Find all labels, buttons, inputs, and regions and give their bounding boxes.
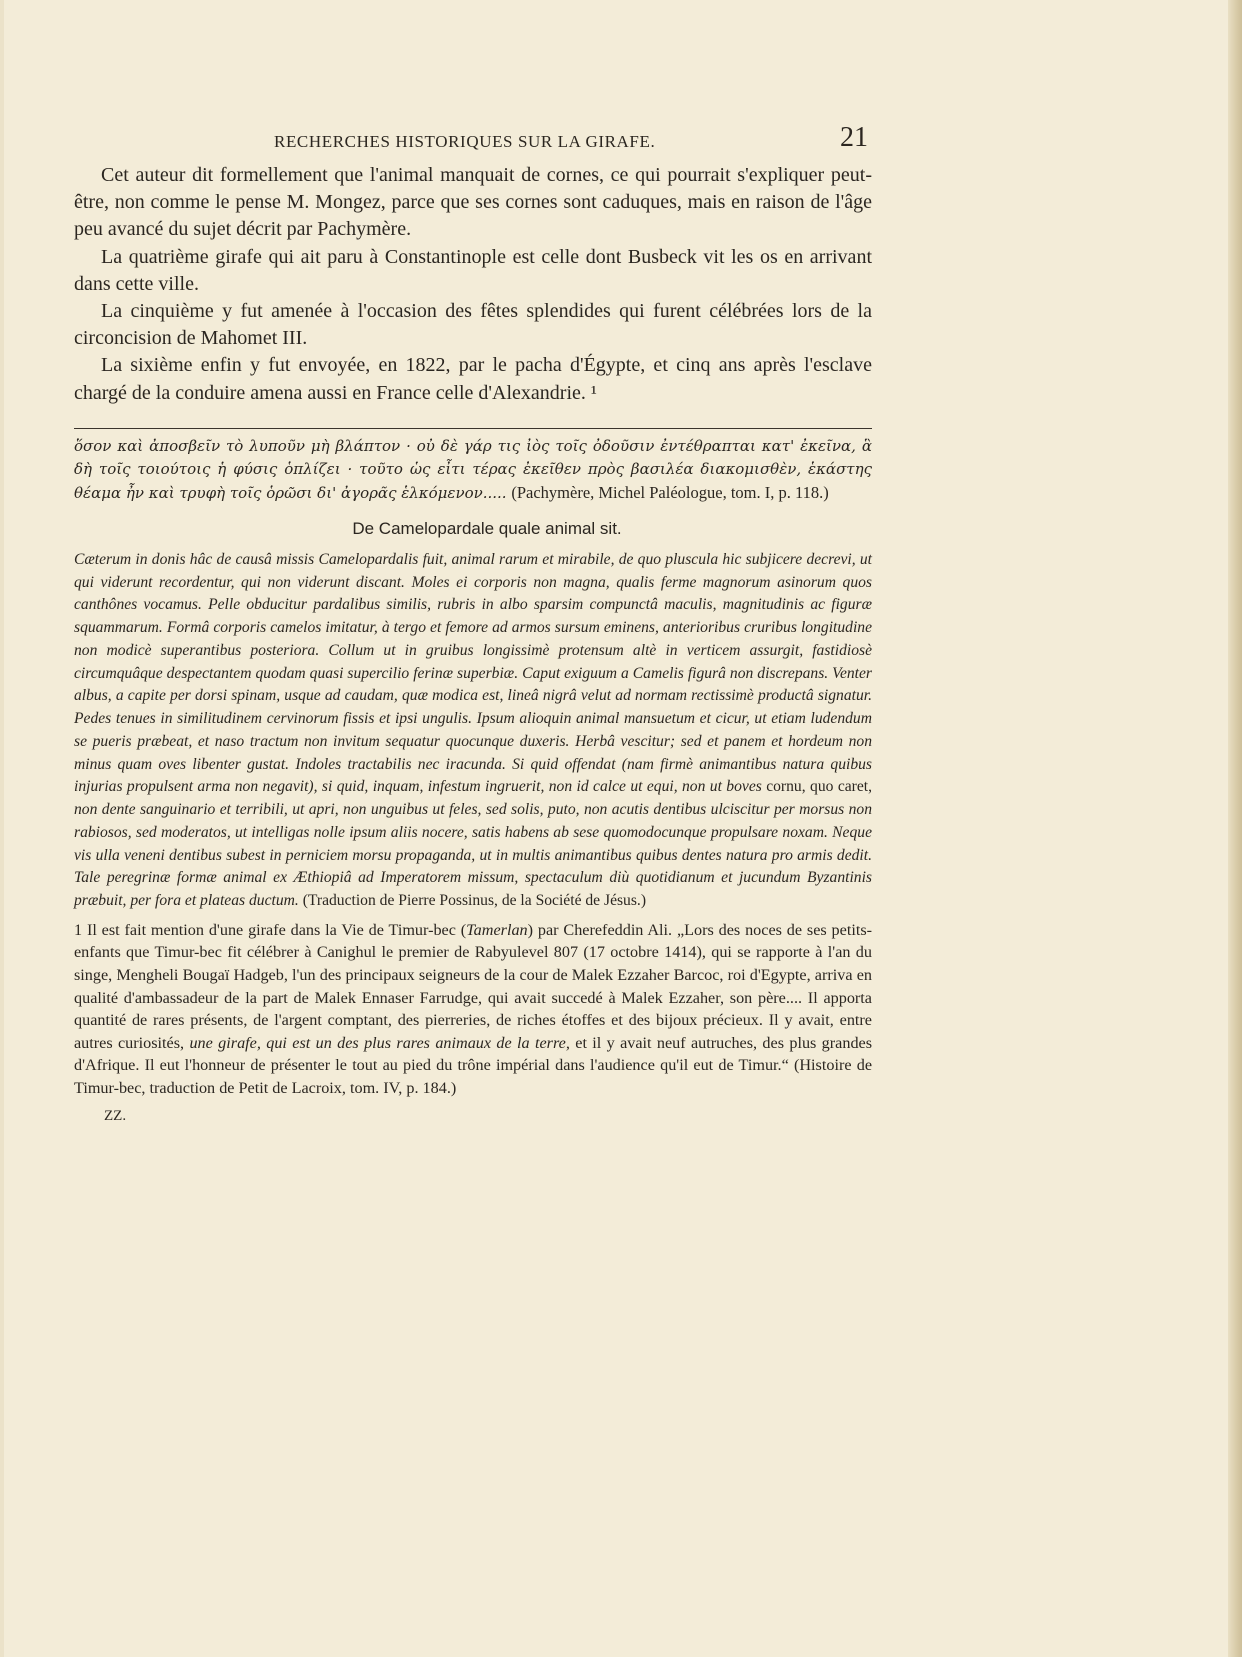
footnote-italic-phrase: une girafe, qui est un des plus rares animaux de la terre, (189, 1033, 570, 1052)
footnote-outro: et il y avait neuf autruches, des plus grandes d'Afrique. Il eut l'honneur de présenter le tout au pied du trône impérial dans l'audience qu'il eut de Timur.“ (Histoire de Timur-bec, traduction de Petit de Lacroix, tom. IV, p. 184.) (74, 1033, 873, 1097)
footnote-intro: 1 Il est fait mention d'une girafe dans la Vie de Timur-bec ( (74, 920, 467, 939)
latin-text-part-1: Cæterum in donis hâc de causâ missis Camelopardalis fuit, animal rarum et mirabile, de quo pluscula hic subjicere decrevi, ut qui viderunt recordentur, qui non viderunt discant. Moles ei corporis non magna, qualis ferme magnorum asinorum quos canthônes vocamus. Pelle obducitur pardalibus similis, rubris in albo sparsim compunctâ maculis, magnitudinis ac figuræ squammarum. Formâ corporis camelos imitatur, à tergo et femore ad armos sursum eminens, anterioribus cruribus longitudine non modicè superantibus posteriora. Collum ut in gruibus longissimè protensum altè in verticem assurgit, fastidiosè circumquâque despectantem quodam quasi supercilio ferinæ superbiæ. Caput exiguum a Camelis figurâ non discrepans. Venter albus, a capite per dorsi spinam, usque ad caudam, quæ modica est, lineâ nigrâ velut ad normam rectissimè productâ signatur. Pedes tenues in similitudinem cervinorum fissis et ipsi ungulis. Ipsum alioquin animal mansuetum et cicur, ut etiam ludendum se pueris præbeat, et naso tractum non invitum sequatur quocunque duxeris. Herbâ vescitur; sed et panem et hordeum non minus quam oves libenter gustat. Indoles tractabilis nec iracunda. Si quid offendat (nam firmè animantibus natura quibus injurias propulsent arma non negavit), si quid, inquam, infestum ingruerit, non id calce ut equi, non ut boves (74, 550, 872, 796)
greek-quote-citation: (Pachymère, Michel Paléologue, tom. I, p. 118.) (511, 482, 829, 502)
running-head (74, 122, 872, 158)
footnote-italic-title: Tamerlan (466, 920, 528, 939)
paragraph-1: Cet auteur dit formellement que l'animal manquait de cornes, ce qui pourrait s'expliquer peut-être, non comme le pense M. Mongez, parce que ses cornes sont caduques, mais en raison de l'âge peu avancé du sujet décrit par Pachymère. (74, 164, 872, 241)
paragraph-2: La quatrième girafe qui ait paru à Constantinople est celle dont Busbeck vit les os en arrivant dans cette ville. (74, 245, 872, 295)
latin-upright-word: cornu, (766, 778, 806, 796)
footnote-1 (74, 919, 872, 1100)
page-number: 21 (840, 122, 868, 153)
footnote-rule (74, 428, 872, 429)
page-right-edge (1228, 0, 1242, 1657)
paragraph-3: La cinquième y fut amenée à l'occasion des fêtes splendides qui furent célébrées lors de la circoncision de Mahomet III. (74, 300, 872, 350)
latin-text-part-2: non dente sanguinario et terribili, ut apri, non unguibus ut feles, sed solis, puto, non acutis dentibus ulciscitur per morsus non rabiosos, sed moderatos, ut intelligas nolle ipsum aliis nocere, satis habens ab sese quomodocunque propulsare noxam. Neque vis ulla veneni dentibus subest in perniciem morsu propaganda, ut in multis animantibus quibus dentes natura pro armis dedit. Tale peregrinæ formæ animal ex Æthiopiâ ad Imperatorem missum, spectaculum diù quotidianum et jucundum Byzantinis præbuit, per fora et plateas ductum. (74, 801, 872, 910)
page-left-edge (0, 0, 4, 1657)
latin-text (74, 549, 872, 913)
latin-translation-note: (Traduction de Pierre Possinus, de la Société de Jésus.) (302, 892, 647, 910)
paragraph-4: La sixième enfin y fut envoyée, en 1822, par le pacha d'Égypte, et cinq ans après l'esclave chargé de la conduire amena aussi en France celle d'Alexandrie. ¹ (74, 354, 872, 404)
main-text (74, 162, 872, 407)
greek-quote-text: ὅσον καὶ ἀποσβεῖν τὸ λυποῦν μὴ βλάπτον · οὐ δὲ γάρ τις ἰὸς τοῖς ὀδοῦσιν ἐντέθραπται κατ' ἐκεῖνα, ἃ δὴ τοῖς τοιούτοις ἡ φύσις ὁπλίζει · τοῦτο ὡς εἶτι τέρας ἐκεῖθεν πρὸς βασιλέα διακομισθὲν, ἑκάστης θέαμα ἦν καὶ τρυφὴ τοῖς ὁρῶσι δι' ἀγορᾶς ἑλκόμενον..... (74, 436, 872, 502)
footnote-intro-after: ) par Cherefeddin Ali. „Lors des noces de ses petits-enfants que Timur-bec fit célébrer à Canighul le premier de Rabyulevel 807 (17 octobre 1414), qui se rapporte à l'an du singe, Mengheli Bougaï Hadgeb, l'un des principaux seigneurs de la cour de Malek Ezzaher Barcoc, roi d'Egypte, arriva en qualité d'ambassadeur de la part de Malek Ennaser Farrudge, qui avait succedé à Malek Ezzaher, son père.... Il apporta quantité de rares présents, de l'argent comptant, des pierreries, de riches étoffes et des bijoux précieux. Il y avait, entre autres curiosités, (74, 920, 873, 1052)
latin-upright-mid: quo caret, (810, 778, 873, 796)
running-title: RECHERCHES HISTORIQUES SUR LA GIRAFE. (274, 132, 656, 151)
book-page (74, 122, 873, 1125)
latin-heading: De Camelopardale quale animal sit. (352, 518, 622, 538)
printer-initials: ZZ. (104, 1107, 127, 1124)
greek-quote (74, 435, 872, 505)
